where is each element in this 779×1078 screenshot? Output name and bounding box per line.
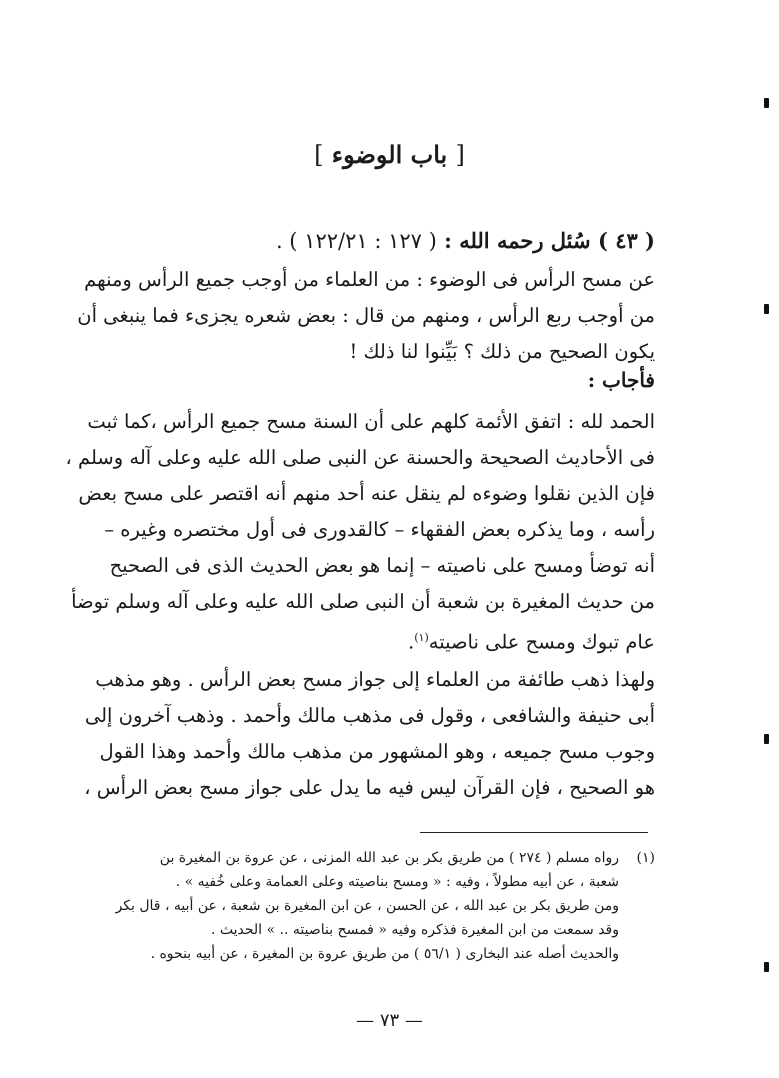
footnote-marker: (١) bbox=[414, 631, 429, 644]
footnote-line: والحديث أصله عند البخارى ( ٥٦/١ ) من طريق عروة بن المغيرة ، عن أبيه بنحوه . bbox=[150, 946, 619, 962]
text-line: فإن الذين نقلوا وضوءه لم ينقل عنه أحد منهم أنه اقتصر على مسح بعض bbox=[78, 482, 655, 505]
text-line: عن مسح الرأس فى الوضوء : من العلماء من أوجب جميع الرأس ومنهم bbox=[84, 268, 655, 291]
question-number: ( ٤٣ ) bbox=[597, 228, 655, 253]
footnote-number: (١) bbox=[636, 850, 655, 866]
footnote-text: رواه مسلم ( ٢٧٤ ) من طريق بكر بن عبد الله المزنى ، عن عروة بن المغيرة بن bbox=[159, 850, 619, 866]
text-line: الحمد لله : اتفق الأئمة كلهم على أن السنة مسح جميع الرأس ،كما ثبت bbox=[87, 410, 655, 433]
answer-label: فأجاب : bbox=[587, 368, 655, 392]
text-line: عام تبوك ومسح على ناصيته$^{(١)}$. bbox=[408, 630, 655, 654]
text-line: فى الأحاديث الصحيحة والحسنة عن النبى صلى الله عليه وعلى آله وسلم ، bbox=[65, 446, 655, 469]
question-heading bbox=[95, 228, 655, 253]
text-line: يكون الصحيح من ذلك ؟ بَيِّنوا لنا ذلك ! bbox=[349, 340, 655, 363]
footnote-line: شعبة ، عن أبيه مطولاً ، وفيه : « ومسح بناصيته وعلى العمامة وعلى خُفيه » . bbox=[175, 874, 619, 890]
edge-mark bbox=[764, 304, 769, 314]
edge-mark bbox=[764, 734, 769, 744]
open-bracket: [ bbox=[455, 141, 465, 169]
edge-mark bbox=[764, 98, 769, 108]
text-line: من أوجب ربع الرأس ، ومنهم من قال : بعض شعره يجزىء فما ينبغى أن bbox=[77, 304, 655, 327]
answer-text bbox=[65, 404, 655, 661]
footnote-line bbox=[95, 846, 655, 870]
text-line: أبى حنيفة والشافعى ، وقول فى مذهب مالك وأحمد . وذهب آخرون إلى bbox=[84, 704, 655, 727]
page-number: — ٧٣ — bbox=[356, 1010, 423, 1031]
text-line: هو الصحيح ، فإن القرآن ليس فيه ما يدل على جواز مسح بعض الرأس ، bbox=[84, 776, 655, 799]
footnotes bbox=[95, 846, 655, 966]
text-line: من حديث المغيرة بن شعبة أن النبى صلى الله عليه وعلى آله وسلم توضأ bbox=[71, 590, 655, 613]
footnote-line: وقد سمعت من ابن المغيرة فذكره وفيه « فمسح بناصيته .. » الحديث . bbox=[210, 922, 619, 938]
chapter-title bbox=[0, 140, 779, 169]
footnote-line: ومن طريق بكر بن عبد الله ، عن الحسن ، عن ابن المغيرة بن شعبة ، عن أبيه ، قال بكر bbox=[115, 898, 619, 914]
edge-mark bbox=[764, 962, 769, 972]
question-text bbox=[77, 262, 655, 370]
text-line: أنه توضأ ومسح على ناصيته – إنما هو بعض الحديث الذى فى الصحيح bbox=[109, 554, 655, 577]
text-line: ولهذا ذهب طائفة من العلماء إلى جواز مسح بعض الرأس . وهو مذهب bbox=[95, 668, 655, 691]
text-line: رأسه ، وما يذكره بعض الفقهاء – كالقدورى فى أول مختصره وغيره – bbox=[104, 518, 655, 541]
text-fragment: عام تبوك ومسح على ناصيته bbox=[428, 630, 655, 654]
question-title: سُئل رحمه الله : bbox=[444, 228, 591, 253]
chapter-title-text: باب الوضوء bbox=[331, 140, 448, 169]
text-line: وجوب مسح جميعه ، وهو المشهور من مذهب مالك وأحمد وهذا القول bbox=[99, 740, 655, 763]
question-reference: ( ١٢٧ : ١٢٢/٢١ ) . bbox=[275, 229, 437, 253]
footnote-divider bbox=[420, 832, 648, 833]
paragraph-two bbox=[84, 662, 655, 806]
close-bracket: ] bbox=[314, 141, 324, 169]
